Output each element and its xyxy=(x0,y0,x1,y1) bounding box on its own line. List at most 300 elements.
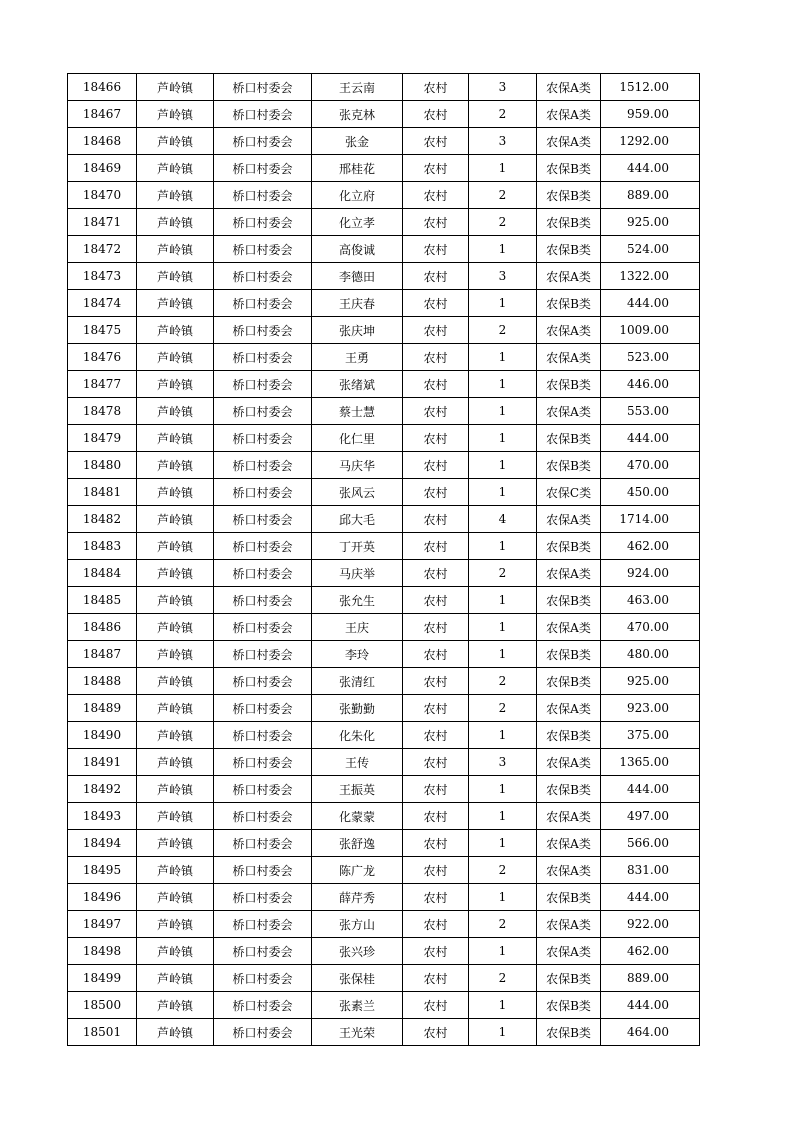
amount-cell: 922.00 xyxy=(601,911,700,938)
amount-cell: 523.00 xyxy=(601,344,700,371)
record-id-cell: 18499 xyxy=(68,965,137,992)
insurance-category-cell: 农保B类 xyxy=(537,965,601,992)
insurance-category-cell: 农保A类 xyxy=(537,911,601,938)
table-row xyxy=(68,938,700,965)
residence-type-cell: 农村 xyxy=(403,668,469,695)
residence-type-cell: 农村 xyxy=(403,641,469,668)
insurance-category-cell: 农保B类 xyxy=(537,425,601,452)
village-committee-cell: 桥口村委会 xyxy=(214,749,312,776)
village-committee-cell: 桥口村委会 xyxy=(214,182,312,209)
table-row xyxy=(68,560,700,587)
town-cell: 芦岭镇 xyxy=(137,965,214,992)
household-count-cell: 2 xyxy=(469,911,537,938)
village-committee-cell: 桥口村委会 xyxy=(214,74,312,101)
person-name-cell: 张方山 xyxy=(312,911,403,938)
town-cell: 芦岭镇 xyxy=(137,938,214,965)
town-cell: 芦岭镇 xyxy=(137,398,214,425)
amount-cell: 444.00 xyxy=(601,776,700,803)
person-name-cell: 邢桂花 xyxy=(312,155,403,182)
residence-type-cell: 农村 xyxy=(403,236,469,263)
residence-type-cell: 农村 xyxy=(403,371,469,398)
amount-cell: 923.00 xyxy=(601,695,700,722)
amount-cell: 470.00 xyxy=(601,614,700,641)
village-committee-cell: 桥口村委会 xyxy=(214,830,312,857)
town-cell: 芦岭镇 xyxy=(137,317,214,344)
person-name-cell: 张绪斌 xyxy=(312,371,403,398)
town-cell: 芦岭镇 xyxy=(137,209,214,236)
town-cell: 芦岭镇 xyxy=(137,425,214,452)
record-id-cell: 18493 xyxy=(68,803,137,830)
village-committee-cell: 桥口村委会 xyxy=(214,911,312,938)
record-id-cell: 18501 xyxy=(68,1019,137,1046)
village-committee-cell: 桥口村委会 xyxy=(214,290,312,317)
insurance-category-cell: 农保B类 xyxy=(537,533,601,560)
village-committee-cell: 桥口村委会 xyxy=(214,236,312,263)
person-name-cell: 张庆坤 xyxy=(312,317,403,344)
amount-cell: 1009.00 xyxy=(601,317,700,344)
table-row xyxy=(68,641,700,668)
town-cell: 芦岭镇 xyxy=(137,857,214,884)
record-id-cell: 18481 xyxy=(68,479,137,506)
residence-type-cell: 农村 xyxy=(403,209,469,236)
insurance-category-cell: 农保C类 xyxy=(537,479,601,506)
record-id-cell: 18468 xyxy=(68,128,137,155)
village-committee-cell: 桥口村委会 xyxy=(214,587,312,614)
insurance-category-cell: 农保B类 xyxy=(537,884,601,911)
record-id-cell: 18471 xyxy=(68,209,137,236)
village-committee-cell: 桥口村委会 xyxy=(214,533,312,560)
insurance-category-cell: 农保A类 xyxy=(537,398,601,425)
amount-cell: 450.00 xyxy=(601,479,700,506)
residence-type-cell: 农村 xyxy=(403,587,469,614)
person-name-cell: 张保桂 xyxy=(312,965,403,992)
amount-cell: 462.00 xyxy=(601,938,700,965)
table-row xyxy=(68,587,700,614)
residence-type-cell: 农村 xyxy=(403,749,469,776)
town-cell: 芦岭镇 xyxy=(137,749,214,776)
residence-type-cell: 农村 xyxy=(403,722,469,749)
record-id-cell: 18472 xyxy=(68,236,137,263)
town-cell: 芦岭镇 xyxy=(137,695,214,722)
amount-cell: 889.00 xyxy=(601,182,700,209)
household-count-cell: 2 xyxy=(469,560,537,587)
village-committee-cell: 桥口村委会 xyxy=(214,641,312,668)
amount-cell: 889.00 xyxy=(601,965,700,992)
table-row xyxy=(68,506,700,533)
person-name-cell: 张风云 xyxy=(312,479,403,506)
person-name-cell: 陈广龙 xyxy=(312,857,403,884)
town-cell: 芦岭镇 xyxy=(137,587,214,614)
town-cell: 芦岭镇 xyxy=(137,344,214,371)
person-name-cell: 王庆春 xyxy=(312,290,403,317)
residence-type-cell: 农村 xyxy=(403,830,469,857)
amount-cell: 444.00 xyxy=(601,425,700,452)
household-count-cell: 1 xyxy=(469,452,537,479)
insurance-category-cell: 农保A类 xyxy=(537,560,601,587)
insurance-category-cell: 农保B类 xyxy=(537,668,601,695)
record-id-cell: 18490 xyxy=(68,722,137,749)
village-committee-cell: 桥口村委会 xyxy=(214,128,312,155)
town-cell: 芦岭镇 xyxy=(137,128,214,155)
record-id-cell: 18478 xyxy=(68,398,137,425)
household-count-cell: 1 xyxy=(469,614,537,641)
village-committee-cell: 桥口村委会 xyxy=(214,317,312,344)
person-name-cell: 化立府 xyxy=(312,182,403,209)
person-name-cell: 薛芹秀 xyxy=(312,884,403,911)
town-cell: 芦岭镇 xyxy=(137,911,214,938)
residence-type-cell: 农村 xyxy=(403,911,469,938)
town-cell: 芦岭镇 xyxy=(137,830,214,857)
person-name-cell: 张兴珍 xyxy=(312,938,403,965)
household-count-cell: 1 xyxy=(469,398,537,425)
amount-cell: 553.00 xyxy=(601,398,700,425)
household-count-cell: 1 xyxy=(469,776,537,803)
household-count-cell: 2 xyxy=(469,182,537,209)
insurance-category-cell: 农保B类 xyxy=(537,776,601,803)
insurance-category-cell: 农保B类 xyxy=(537,209,601,236)
town-cell: 芦岭镇 xyxy=(137,479,214,506)
residence-type-cell: 农村 xyxy=(403,182,469,209)
town-cell: 芦岭镇 xyxy=(137,614,214,641)
person-name-cell: 化朱化 xyxy=(312,722,403,749)
table-row xyxy=(68,992,700,1019)
person-name-cell: 化蒙蒙 xyxy=(312,803,403,830)
insurance-category-cell: 农保B类 xyxy=(537,992,601,1019)
residence-type-cell: 农村 xyxy=(403,803,469,830)
table-row xyxy=(68,209,700,236)
table-row xyxy=(68,1019,700,1046)
residence-type-cell: 农村 xyxy=(403,506,469,533)
table-row xyxy=(68,830,700,857)
household-count-cell: 1 xyxy=(469,938,537,965)
table-row xyxy=(68,155,700,182)
residence-type-cell: 农村 xyxy=(403,533,469,560)
town-cell: 芦岭镇 xyxy=(137,74,214,101)
record-id-cell: 18489 xyxy=(68,695,137,722)
household-count-cell: 1 xyxy=(469,884,537,911)
person-name-cell: 马庆华 xyxy=(312,452,403,479)
record-id-cell: 18495 xyxy=(68,857,137,884)
household-count-cell: 1 xyxy=(469,155,537,182)
village-committee-cell: 桥口村委会 xyxy=(214,560,312,587)
table-row xyxy=(68,695,700,722)
village-committee-cell: 桥口村委会 xyxy=(214,884,312,911)
person-name-cell: 张克林 xyxy=(312,101,403,128)
household-count-cell: 3 xyxy=(469,128,537,155)
amount-cell: 463.00 xyxy=(601,587,700,614)
table-row xyxy=(68,857,700,884)
village-committee-cell: 桥口村委会 xyxy=(214,263,312,290)
table-row xyxy=(68,344,700,371)
residence-type-cell: 农村 xyxy=(403,776,469,803)
village-committee-cell: 桥口村委会 xyxy=(214,965,312,992)
residence-type-cell: 农村 xyxy=(403,317,469,344)
village-committee-cell: 桥口村委会 xyxy=(214,155,312,182)
village-committee-cell: 桥口村委会 xyxy=(214,938,312,965)
table-row xyxy=(68,182,700,209)
amount-cell: 462.00 xyxy=(601,533,700,560)
residence-type-cell: 农村 xyxy=(403,560,469,587)
town-cell: 芦岭镇 xyxy=(137,641,214,668)
amount-cell: 1714.00 xyxy=(601,506,700,533)
residence-type-cell: 农村 xyxy=(403,290,469,317)
person-name-cell: 李玲 xyxy=(312,641,403,668)
insurance-category-cell: 农保A类 xyxy=(537,749,601,776)
record-id-cell: 18466 xyxy=(68,74,137,101)
residence-type-cell: 农村 xyxy=(403,938,469,965)
insurance-category-cell: 农保A类 xyxy=(537,128,601,155)
household-count-cell: 3 xyxy=(469,74,537,101)
table-row xyxy=(68,965,700,992)
record-id-cell: 18482 xyxy=(68,506,137,533)
town-cell: 芦岭镇 xyxy=(137,506,214,533)
person-name-cell: 高俊诚 xyxy=(312,236,403,263)
table-row xyxy=(68,452,700,479)
amount-cell: 444.00 xyxy=(601,155,700,182)
person-name-cell: 王勇 xyxy=(312,344,403,371)
village-committee-cell: 桥口村委会 xyxy=(214,101,312,128)
amount-cell: 925.00 xyxy=(601,209,700,236)
record-id-cell: 18491 xyxy=(68,749,137,776)
household-count-cell: 1 xyxy=(469,722,537,749)
amount-cell: 959.00 xyxy=(601,101,700,128)
person-name-cell: 张清红 xyxy=(312,668,403,695)
person-name-cell: 王云南 xyxy=(312,74,403,101)
town-cell: 芦岭镇 xyxy=(137,992,214,1019)
record-id-cell: 18469 xyxy=(68,155,137,182)
table-row xyxy=(68,317,700,344)
amount-cell: 925.00 xyxy=(601,668,700,695)
person-name-cell: 化立孝 xyxy=(312,209,403,236)
insurance-category-cell: 农保B类 xyxy=(537,290,601,317)
residence-type-cell: 农村 xyxy=(403,344,469,371)
record-id-cell: 18498 xyxy=(68,938,137,965)
household-count-cell: 1 xyxy=(469,992,537,1019)
residence-type-cell: 农村 xyxy=(403,101,469,128)
village-committee-cell: 桥口村委会 xyxy=(214,1019,312,1046)
town-cell: 芦岭镇 xyxy=(137,722,214,749)
person-name-cell: 张素兰 xyxy=(312,992,403,1019)
record-id-cell: 18470 xyxy=(68,182,137,209)
town-cell: 芦岭镇 xyxy=(137,533,214,560)
record-id-cell: 18477 xyxy=(68,371,137,398)
person-name-cell: 王传 xyxy=(312,749,403,776)
town-cell: 芦岭镇 xyxy=(137,1019,214,1046)
insurance-category-cell: 农保A类 xyxy=(537,695,601,722)
insurance-category-cell: 农保B类 xyxy=(537,1019,601,1046)
insurance-category-cell: 农保A类 xyxy=(537,506,601,533)
residence-type-cell: 农村 xyxy=(403,992,469,1019)
household-count-cell: 1 xyxy=(469,236,537,263)
amount-cell: 566.00 xyxy=(601,830,700,857)
town-cell: 芦岭镇 xyxy=(137,236,214,263)
village-committee-cell: 桥口村委会 xyxy=(214,992,312,1019)
record-id-cell: 18480 xyxy=(68,452,137,479)
table-row xyxy=(68,398,700,425)
amount-cell: 444.00 xyxy=(601,992,700,1019)
town-cell: 芦岭镇 xyxy=(137,182,214,209)
table-row xyxy=(68,911,700,938)
record-id-cell: 18474 xyxy=(68,290,137,317)
household-count-cell: 3 xyxy=(469,749,537,776)
record-id-cell: 18496 xyxy=(68,884,137,911)
amount-cell: 480.00 xyxy=(601,641,700,668)
table-row xyxy=(68,425,700,452)
residence-type-cell: 农村 xyxy=(403,398,469,425)
insurance-category-cell: 农保A类 xyxy=(537,830,601,857)
household-count-cell: 1 xyxy=(469,425,537,452)
residence-type-cell: 农村 xyxy=(403,263,469,290)
insurance-category-cell: 农保B类 xyxy=(537,236,601,263)
table-row xyxy=(68,803,700,830)
household-count-cell: 1 xyxy=(469,371,537,398)
household-count-cell: 2 xyxy=(469,209,537,236)
household-count-cell: 2 xyxy=(469,965,537,992)
residence-type-cell: 农村 xyxy=(403,128,469,155)
village-committee-cell: 桥口村委会 xyxy=(214,479,312,506)
record-id-cell: 18483 xyxy=(68,533,137,560)
household-count-cell: 2 xyxy=(469,668,537,695)
record-id-cell: 18494 xyxy=(68,830,137,857)
table-row xyxy=(68,263,700,290)
table-row xyxy=(68,776,700,803)
record-id-cell: 18476 xyxy=(68,344,137,371)
residence-type-cell: 农村 xyxy=(403,695,469,722)
town-cell: 芦岭镇 xyxy=(137,101,214,128)
roster-table xyxy=(67,73,700,1046)
insurance-category-cell: 农保A类 xyxy=(537,857,601,884)
household-count-cell: 1 xyxy=(469,803,537,830)
person-name-cell: 蔡士慧 xyxy=(312,398,403,425)
town-cell: 芦岭镇 xyxy=(137,452,214,479)
person-name-cell: 张金 xyxy=(312,128,403,155)
insurance-category-cell: 农保A类 xyxy=(537,938,601,965)
household-count-cell: 2 xyxy=(469,101,537,128)
residence-type-cell: 农村 xyxy=(403,452,469,479)
village-committee-cell: 桥口村委会 xyxy=(214,452,312,479)
insurance-category-cell: 农保A类 xyxy=(537,344,601,371)
household-count-cell: 1 xyxy=(469,587,537,614)
table-row xyxy=(68,236,700,263)
insurance-category-cell: 农保A类 xyxy=(537,101,601,128)
village-committee-cell: 桥口村委会 xyxy=(214,425,312,452)
person-name-cell: 邱大毛 xyxy=(312,506,403,533)
record-id-cell: 18473 xyxy=(68,263,137,290)
record-id-cell: 18500 xyxy=(68,992,137,1019)
village-committee-cell: 桥口村委会 xyxy=(214,614,312,641)
person-name-cell: 化仁里 xyxy=(312,425,403,452)
residence-type-cell: 农村 xyxy=(403,884,469,911)
table-row xyxy=(68,479,700,506)
amount-cell: 464.00 xyxy=(601,1019,700,1046)
insurance-category-cell: 农保B类 xyxy=(537,722,601,749)
household-count-cell: 2 xyxy=(469,317,537,344)
table-row xyxy=(68,290,700,317)
amount-cell: 375.00 xyxy=(601,722,700,749)
table-row xyxy=(68,722,700,749)
record-id-cell: 18485 xyxy=(68,587,137,614)
amount-cell: 1512.00 xyxy=(601,74,700,101)
town-cell: 芦岭镇 xyxy=(137,290,214,317)
amount-cell: 524.00 xyxy=(601,236,700,263)
table-row xyxy=(68,371,700,398)
household-count-cell: 1 xyxy=(469,641,537,668)
record-id-cell: 18484 xyxy=(68,560,137,587)
person-name-cell: 丁开英 xyxy=(312,533,403,560)
record-id-cell: 18475 xyxy=(68,317,137,344)
person-name-cell: 马庆举 xyxy=(312,560,403,587)
town-cell: 芦岭镇 xyxy=(137,776,214,803)
village-committee-cell: 桥口村委会 xyxy=(214,857,312,884)
table-row xyxy=(68,74,700,101)
residence-type-cell: 农村 xyxy=(403,965,469,992)
residence-type-cell: 农村 xyxy=(403,1019,469,1046)
record-id-cell: 18492 xyxy=(68,776,137,803)
insurance-category-cell: 农保A类 xyxy=(537,263,601,290)
town-cell: 芦岭镇 xyxy=(137,668,214,695)
insurance-category-cell: 农保B类 xyxy=(537,452,601,479)
table-row xyxy=(68,101,700,128)
person-name-cell: 张勤勤 xyxy=(312,695,403,722)
household-count-cell: 1 xyxy=(469,1019,537,1046)
person-name-cell: 张舒逸 xyxy=(312,830,403,857)
town-cell: 芦岭镇 xyxy=(137,263,214,290)
village-committee-cell: 桥口村委会 xyxy=(214,344,312,371)
town-cell: 芦岭镇 xyxy=(137,560,214,587)
village-committee-cell: 桥口村委会 xyxy=(214,398,312,425)
person-name-cell: 王庆 xyxy=(312,614,403,641)
amount-cell: 924.00 xyxy=(601,560,700,587)
household-count-cell: 2 xyxy=(469,857,537,884)
insurance-category-cell: 农保A类 xyxy=(537,317,601,344)
household-count-cell: 1 xyxy=(469,830,537,857)
residence-type-cell: 农村 xyxy=(403,425,469,452)
record-id-cell: 18497 xyxy=(68,911,137,938)
record-id-cell: 18488 xyxy=(68,668,137,695)
person-name-cell: 李德田 xyxy=(312,263,403,290)
town-cell: 芦岭镇 xyxy=(137,371,214,398)
insurance-category-cell: 农保B类 xyxy=(537,182,601,209)
insurance-category-cell: 农保A类 xyxy=(537,74,601,101)
table-row xyxy=(68,128,700,155)
village-committee-cell: 桥口村委会 xyxy=(214,722,312,749)
residence-type-cell: 农村 xyxy=(403,857,469,884)
household-count-cell: 3 xyxy=(469,263,537,290)
roster-body xyxy=(68,74,700,1046)
amount-cell: 1365.00 xyxy=(601,749,700,776)
household-count-cell: 1 xyxy=(469,290,537,317)
person-name-cell: 王光荣 xyxy=(312,1019,403,1046)
household-count-cell: 1 xyxy=(469,479,537,506)
village-committee-cell: 桥口村委会 xyxy=(214,695,312,722)
amount-cell: 444.00 xyxy=(601,884,700,911)
insurance-category-cell: 农保B类 xyxy=(537,641,601,668)
amount-cell: 497.00 xyxy=(601,803,700,830)
village-committee-cell: 桥口村委会 xyxy=(214,371,312,398)
record-id-cell: 18467 xyxy=(68,101,137,128)
table-row xyxy=(68,533,700,560)
record-id-cell: 18479 xyxy=(68,425,137,452)
town-cell: 芦岭镇 xyxy=(137,884,214,911)
table-row xyxy=(68,749,700,776)
insurance-category-cell: 农保B类 xyxy=(537,587,601,614)
insurance-category-cell: 农保A类 xyxy=(537,614,601,641)
insurance-category-cell: 农保A类 xyxy=(537,803,601,830)
insurance-category-cell: 农保B类 xyxy=(537,155,601,182)
insurance-category-cell: 农保B类 xyxy=(537,371,601,398)
table-row xyxy=(68,884,700,911)
residence-type-cell: 农村 xyxy=(403,479,469,506)
